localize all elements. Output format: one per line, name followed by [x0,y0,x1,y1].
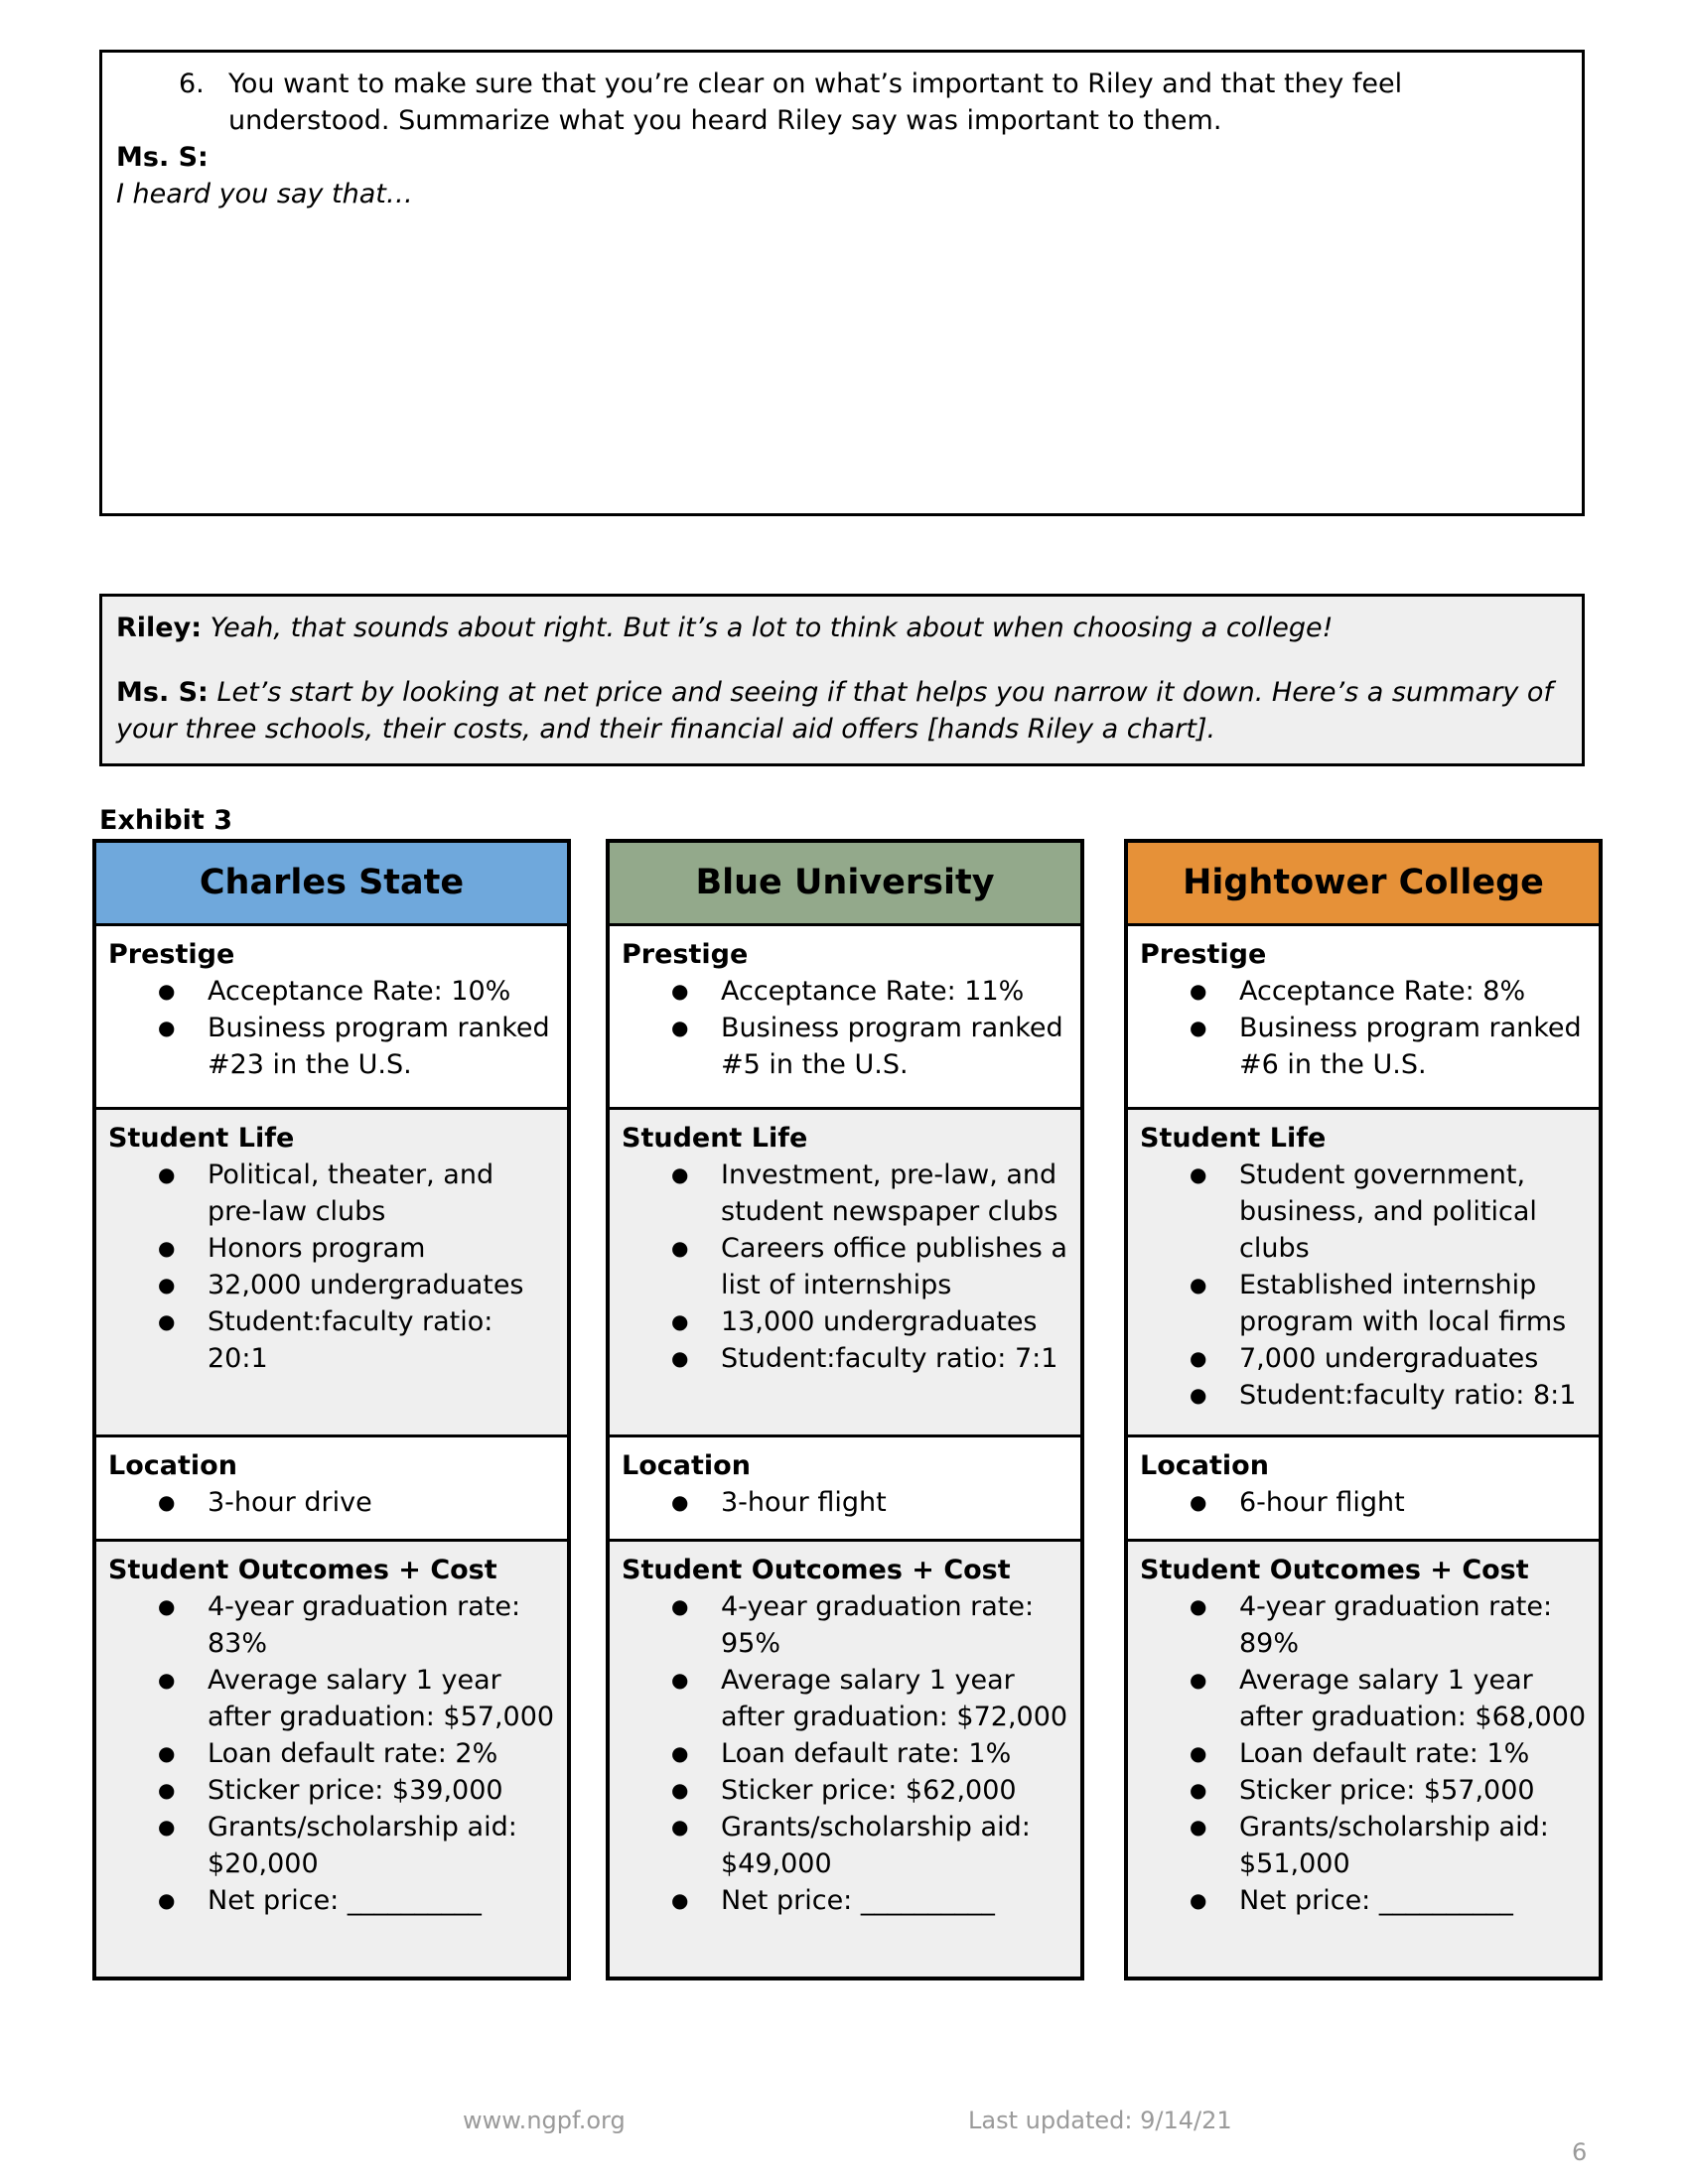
section-list [1140,1484,1587,1521]
section-title: Student Outcomes + Cost [1140,1555,1529,1585]
question-box [99,50,1585,516]
list-item: ● Loan default rate: 1% [1140,1735,1587,1772]
section-list [1140,1157,1587,1414]
dialog-ms-s [116,674,1568,748]
section-title: Prestige [108,939,235,970]
list-item: ● Sticker price: $39,000 [108,1772,555,1809]
school-section [610,1437,1080,1542]
list-item: ● 4-year graduation rate: 89% [1140,1588,1587,1662]
question-text: You want to make sure that you’re clear on what’s important to Riley and that they feel understood. Summarize what you heard Riley say was important to them. [228,68,1403,136]
section-title: Location [108,1450,237,1481]
section-list [622,1588,1068,1919]
section-title: Student Life [622,1123,808,1154]
school-name: Hightower College [1128,843,1599,926]
section-list [108,973,555,1083]
list-item: ● Investment, pre-law, and student newspaper clubs [622,1157,1068,1230]
school-column [92,839,571,1980]
dialog-riley [116,610,1568,646]
dialog-box [99,594,1585,766]
list-item: ● Grants/scholarship aid: $20,000 [108,1809,555,1882]
list-item: ● Average salary 1 year after graduation: $57,000 [108,1662,555,1735]
footer-link[interactable]: www.ngpf.org [463,2107,626,2134]
list-item: ● 3-hour drive [108,1484,555,1521]
list-item: ● Careers office publishes a list of internships [622,1230,1068,1303]
list-item: ● Sticker price: $57,000 [1140,1772,1587,1809]
list-item: ● 4-year graduation rate: 95% [622,1588,1068,1662]
school-section [96,1542,567,1977]
section-list [108,1484,555,1521]
list-item: ● Acceptance Rate: 8% [1140,973,1587,1010]
list-item: ● Grants/scholarship aid: $49,000 [622,1809,1068,1882]
list-item: ● Acceptance Rate: 10% [108,973,555,1010]
section-list [108,1157,555,1377]
school-section [96,1110,567,1437]
section-list [622,1157,1068,1377]
footer-updated: Last updated: 9/14/21 [968,2107,1232,2134]
dialog-speaker: Riley: [116,613,203,643]
list-item: ● 3-hour flight [622,1484,1068,1521]
list-item: ● Established internship program with local firms [1140,1267,1587,1340]
dialog-text: Let’s start by looking at net price and seeing if that helps you narrow it down. Here’s a summary of your three schools, their costs, and their financial aid offers [hands Riley a chart]. [116,677,1553,745]
school-section [610,1110,1080,1437]
school-section [1128,1110,1599,1437]
section-title: Location [1140,1450,1269,1481]
list-item: ● Student:faculty ratio: 20:1 [108,1303,555,1377]
list-item: ● Student:faculty ratio: 7:1 [622,1340,1068,1377]
section-title: Student Outcomes + Cost [622,1555,1011,1585]
school-section [610,926,1080,1110]
school-column [1124,839,1603,1980]
list-item: ● Average salary 1 year after graduation: $68,000 [1140,1662,1587,1735]
list-item: ● Student:faculty ratio: 8:1 [1140,1377,1587,1414]
list-item: ● 7,000 undergraduates [1140,1340,1587,1377]
section-title: Student Life [1140,1123,1327,1154]
list-item: ● Net price: __________ [108,1882,555,1919]
list-item: ● 4-year graduation rate: 83% [108,1588,555,1662]
answer-prompt[interactable]: I heard you say that… [116,179,413,209]
question-number: 6. [179,68,205,99]
list-item: ● 6-hour flight [1140,1484,1587,1521]
section-title: Prestige [1140,939,1267,970]
section-list [622,1484,1068,1521]
list-item: ● Student government, business, and political clubs [1140,1157,1587,1267]
list-item: ● Political, theater, and pre-law clubs [108,1157,555,1230]
school-section [1128,1437,1599,1542]
school-name: Charles State [96,843,567,926]
list-item: ● Honors program [108,1230,555,1267]
list-item: ● Business program ranked #6 in the U.S. [1140,1010,1587,1083]
section-title: Student Life [108,1123,295,1154]
section-title: Prestige [622,939,749,970]
school-section [610,1542,1080,1977]
list-item: ● 32,000 undergraduates [108,1267,555,1303]
section-list [108,1588,555,1919]
list-item: ● Business program ranked #5 in the U.S. [622,1010,1068,1083]
list-item: ● Loan default rate: 2% [108,1735,555,1772]
answer-speaker: Ms. S: [116,142,209,173]
question-line [179,66,1568,139]
list-item: ● Loan default rate: 1% [622,1735,1068,1772]
school-column [606,839,1084,1980]
list-item: ● Net price: __________ [622,1882,1068,1919]
section-title: Student Outcomes + Cost [108,1555,497,1585]
list-item: ● Business program ranked #23 in the U.S. [108,1010,555,1083]
list-item: ● Average salary 1 year after graduation: $72,000 [622,1662,1068,1735]
exhibit-label: Exhibit 3 [99,805,233,836]
school-section [1128,1542,1599,1977]
list-item: ● 13,000 undergraduates [622,1303,1068,1340]
list-item: ● Sticker price: $62,000 [622,1772,1068,1809]
school-section [96,926,567,1110]
section-list [622,973,1068,1083]
dialog-speaker: Ms. S: [116,677,209,708]
school-name: Blue University [610,843,1080,926]
list-item: ● Grants/scholarship aid: $51,000 [1140,1809,1587,1882]
section-list [1140,973,1587,1083]
list-item: ● Acceptance Rate: 11% [622,973,1068,1010]
section-list [1140,1588,1587,1919]
school-section [96,1437,567,1542]
list-item: ● Net price: __________ [1140,1882,1587,1919]
page-number: 6 [1572,2138,1588,2166]
section-title: Location [622,1450,751,1481]
dialog-text: Yeah, that sounds about right. But it’s a lot to think about when choosing a college! [210,613,1334,643]
school-section [1128,926,1599,1110]
